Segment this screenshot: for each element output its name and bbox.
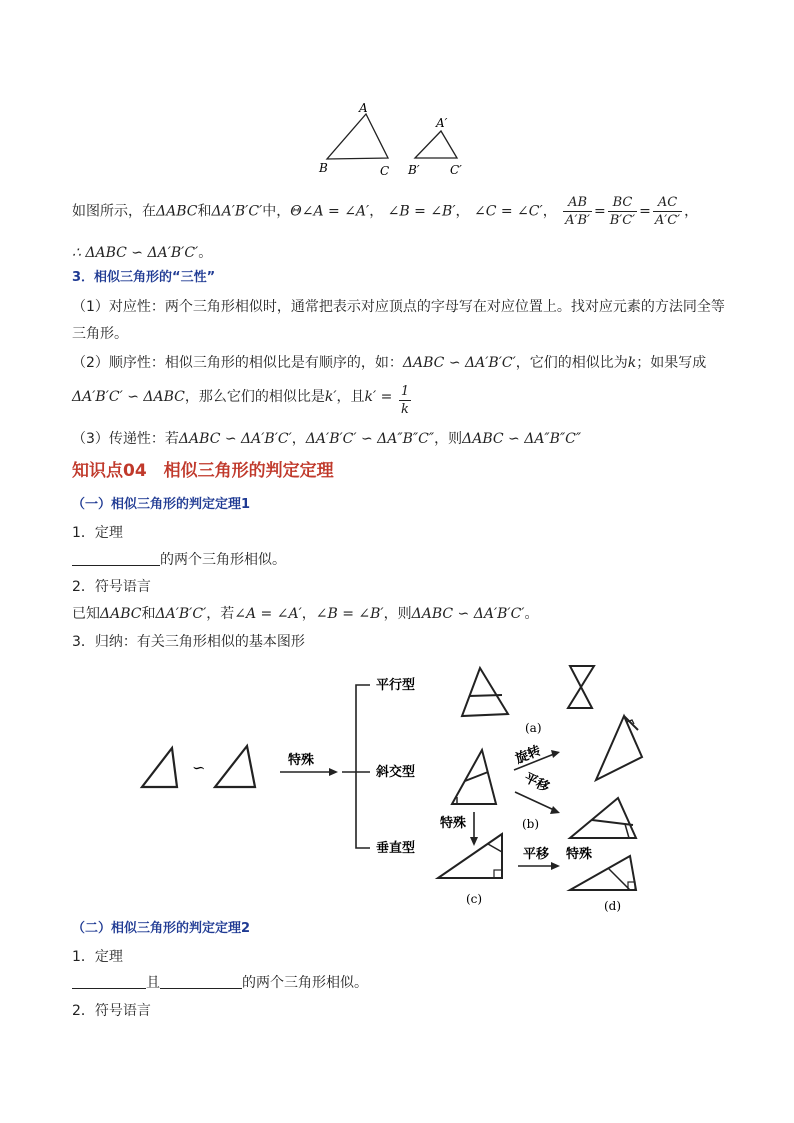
fig-c-altitude: [488, 844, 502, 852]
math: ∠C = ∠C′: [473, 203, 543, 220]
category-bracket: [342, 685, 370, 848]
label-c: (c): [466, 892, 483, 906]
label-a-prime: A′: [436, 116, 448, 130]
knowledge-point-04-heading: 知识点04 相似三角形的判定定理: [72, 461, 334, 481]
math: ∴ ΔABC ∽ ΔA′B′C′: [72, 245, 199, 261]
text: 且: [146, 975, 160, 991]
math: ΔA′B′C′ ∽ ΔA″B″C″: [305, 431, 435, 447]
arrowhead: [550, 806, 560, 814]
text: 。: [198, 245, 213, 261]
text: 如图所示，在: [72, 203, 156, 220]
text: 的两个三角形相似。: [242, 975, 368, 991]
property-order-cont: [72, 383, 413, 418]
text: 和: [197, 203, 212, 220]
text: ，那么它们的相似比是: [184, 389, 325, 405]
math: ∠B = ∠B′: [315, 606, 384, 622]
math: ∠B = ∠B′: [387, 203, 456, 220]
label-teshu-c: 特殊: [440, 816, 467, 831]
math: ΔABC ∽ ΔA″B″C″: [462, 431, 582, 447]
math: k′: [324, 389, 337, 405]
theorem-1-statement: [72, 550, 286, 570]
theorem-1-symbol-label: 2．符号语言: [72, 579, 151, 595]
label-translate-c: 平移: [523, 847, 550, 862]
fig-a-hourglass: [568, 666, 594, 708]
math: ∠A = ∠A′: [234, 606, 302, 622]
math: ΔABC: [100, 606, 142, 622]
text: （3）传递性：若: [72, 431, 179, 447]
basic-similar-figures-diagram: [130, 660, 660, 912]
subsection-theorem-2: （二）相似三角形的判定定理2: [72, 921, 251, 936]
text: ，: [369, 203, 384, 220]
label-d: (d): [604, 899, 622, 912]
paragraph-therefore: [72, 243, 212, 263]
text: ，且: [336, 389, 365, 405]
fig-translated-altitude: [625, 824, 629, 838]
equals: =: [594, 203, 606, 220]
text: 的两个三角形相似。: [160, 552, 286, 568]
math: ΔABC: [156, 203, 198, 220]
math: Θ∠A = ∠A′: [290, 203, 370, 220]
label-c: C: [380, 164, 390, 178]
fraction-one-over-k: $\frac{1}{k}$: [400, 384, 410, 417]
text: （2）顺序性：相似三角形的相似比是有顺序的，如：: [72, 355, 403, 371]
text: ，: [291, 431, 306, 447]
fig-rotated-triangle: [596, 716, 642, 780]
label-c-prime: C′: [450, 163, 462, 177]
fill-blank[interactable]: [72, 974, 146, 989]
math: ΔA′B′C′ ∽ ΔABC: [72, 389, 185, 405]
arrowhead: [551, 750, 560, 758]
subsection-theorem-1: （一）相似三角形的判定定理1: [72, 497, 251, 512]
math: k′ =: [364, 389, 393, 405]
label-teshu: 特殊: [288, 753, 315, 768]
text: ，若: [206, 606, 235, 622]
theorem-1-label: 1．定理: [72, 525, 123, 541]
label-perpendicular-type: 垂直型: [376, 841, 416, 856]
property-transitivity: [72, 429, 581, 449]
text: ，: [684, 203, 699, 220]
arrowhead: [329, 768, 338, 776]
fig-translated-triangle: [570, 798, 636, 838]
label-teshu-d: 特殊: [566, 847, 593, 862]
math: ΔA′B′C′: [211, 203, 263, 220]
arrowhead: [551, 862, 560, 870]
similar-triangles-figure: [300, 100, 480, 182]
theorem-2-statement: [72, 973, 368, 993]
text: ，它们的相似比为: [515, 355, 628, 371]
arrow-translate-b: [515, 792, 554, 810]
triangle-a2b2c2: [415, 131, 457, 158]
section-title-three-properties: 3．相似三角形的“三性”: [72, 270, 216, 285]
label-a: (a): [525, 721, 542, 735]
text: ，: [301, 606, 316, 622]
math: ΔABC ∽ ΔA′B′C′: [402, 355, 516, 371]
theorem-1-symbol-statement: [72, 604, 538, 624]
text: ，则: [383, 606, 412, 622]
math: ΔABC ∽ ΔA′B′C′: [411, 606, 525, 622]
similar-symbol: ∽: [192, 758, 206, 777]
fraction-bc: $\frac{BC}{B'C'}$: [609, 195, 636, 228]
fill-blank[interactable]: [72, 551, 160, 566]
fraction-ac: $\frac{AC}{A'C'}$: [654, 195, 681, 228]
triangle-abc: [327, 114, 388, 159]
theorem-1-summary: 3．归纳：有关三角形相似的基本图形: [72, 634, 305, 650]
paragraph-similarity-definition: [72, 194, 698, 229]
small-triangle-right: [215, 746, 255, 787]
text: ，: [455, 203, 470, 220]
fraction-ab: $\frac{AB}{A'B'}$: [565, 195, 590, 228]
fig-translated-line: [592, 820, 633, 825]
fig-c-right-triangle: [438, 834, 502, 878]
property-correspondence: （1）对应性：两个三角形相似时，通常把表示对应顶点的字母写在对应位置上。找对应元素的方法同全等: [72, 299, 725, 315]
theorem-2-label: 1．定理: [72, 949, 123, 965]
math: ΔABC ∽ ΔA′B′C′: [178, 431, 292, 447]
fill-blank[interactable]: [160, 974, 242, 989]
math: k: [627, 355, 637, 371]
label-parallel-type: 平行型: [376, 678, 416, 693]
text: 。: [524, 606, 539, 622]
label-oblique-type: 斜交型: [376, 765, 416, 780]
fig-a-triangle: [462, 668, 508, 716]
arrowhead: [470, 837, 478, 846]
label-translate-b: 平移: [521, 770, 552, 796]
text: ，: [542, 203, 557, 220]
label-b: (b): [522, 817, 540, 831]
text: 已知: [72, 606, 100, 622]
property-correspondence-cont: 三角形。: [72, 326, 128, 342]
theorem-2-symbol-label: 2．符号语言: [72, 1003, 151, 1019]
label-b-prime: B′: [408, 163, 420, 177]
text: ；如果写成: [636, 355, 707, 371]
text: 中，: [262, 203, 291, 220]
text: 和: [141, 606, 156, 622]
fig-d-inner-line: [608, 868, 630, 890]
fig-c-right-angle: [494, 870, 502, 878]
small-triangle-left: [142, 748, 177, 787]
property-order: [72, 353, 706, 373]
math: ΔA′B′C′: [155, 606, 207, 622]
text: ，则: [434, 431, 463, 447]
equals: =: [639, 203, 651, 220]
label-a: A: [359, 101, 368, 115]
label-b: B: [319, 161, 328, 175]
fig-a-parallel-line: [469, 695, 502, 696]
label-rotate: 旋转: [513, 743, 544, 768]
